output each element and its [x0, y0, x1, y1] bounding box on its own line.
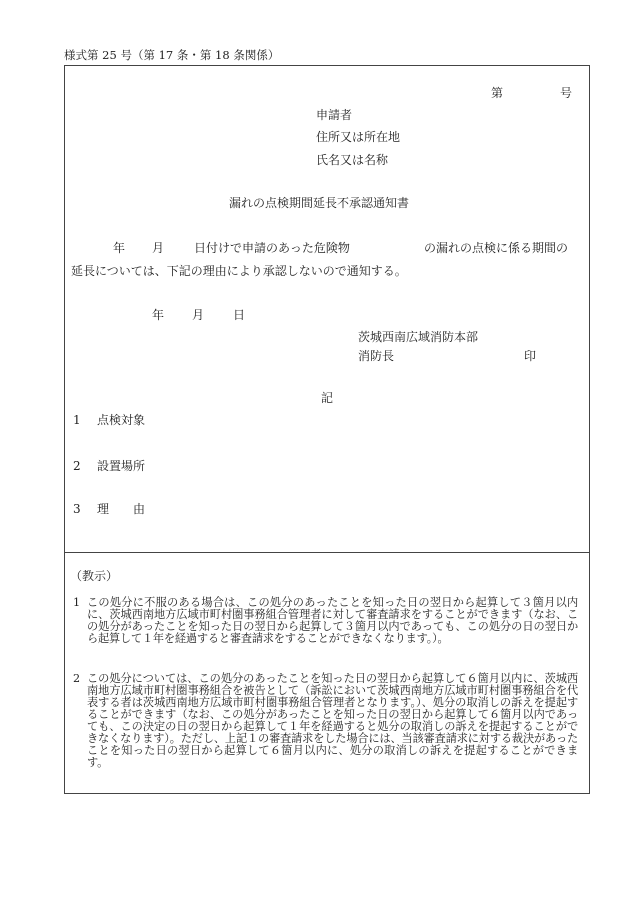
item-label: 点検対象 [97, 413, 146, 427]
ki-heading: 記 [321, 391, 334, 405]
paragraph-number: 1 [73, 596, 80, 609]
instruction-paragraph [73, 597, 578, 661]
paragraph-number: 2 [73, 672, 80, 685]
paragraph-text: この処分に不服のある場合は、この処分のあったことを知った日の翌日から起算して３箇月以内に、茨城西南地方広域市町村圏事務組合管理者に対して審査請求をすることができます（なお、この処分があったことを知った日の翌日から起算して３箇月以内であっても、この処分の日の翌日から起算して１年を経過すると審査請求をすることができなくなります。）。 [87, 596, 578, 645]
date-day: 日 [233, 308, 246, 322]
body-month: 月 [152, 241, 165, 255]
item-number: 3 [73, 502, 81, 516]
date-month: 月 [192, 308, 205, 322]
applicant-name-label: 氏名又は名称 [316, 153, 389, 167]
issuer-org: 茨城西南広域消防本部 [358, 330, 479, 344]
issuer-title: 消防長 [358, 349, 395, 363]
document-title: 漏れの点検期間延長不承認通知書 [229, 196, 410, 210]
item-number: 2 [73, 459, 81, 473]
body-year: 年 [113, 241, 126, 255]
date-year: 年 [152, 308, 165, 322]
doc-number-suffix: 号 [560, 86, 573, 100]
body-line2: 延長については、下記の理由により承認しないので通知する。 [71, 264, 407, 278]
body-line1-end: の漏れの点検に係る期間の [424, 241, 569, 255]
item-label: 理 由 [97, 502, 146, 516]
seal-mark: 印 [524, 349, 537, 363]
applicant-address-label: 住所又は所在地 [316, 130, 401, 144]
item-label: 設置場所 [97, 459, 146, 473]
body-day: 日付けで申請のあった危険物 [194, 241, 350, 255]
instruction-paragraph [73, 673, 578, 791]
item-number: 1 [73, 413, 81, 427]
paragraph-text: この処分については、この処分のあったことを知った日の翌日から起算して６箇月以内に、茨城西南地方広域市町村圏事務組合を被告として（訴訟において茨城西南地方広域市町村圏事務組合を代表する者は茨城西南地方広域市町村圏事務組合管理者となります。）、処分の取消しの訴えを提起することができます（なお、この処分があったことを知った日の翌日から起算して６箇月以内であっても、この決定の日の翌日から起算して１年を経過すると処分の取消しの訴えを提起することができなくなります）。ただし、上記１の審査請求をした場合には、当該審査請求に対する裁決があったことを知った日の翌日から起算して６箇月以内に、処分の取消しの訴えを提起することができます。 [87, 672, 578, 769]
instructions-heading: （教示） [70, 569, 119, 583]
applicant-title: 申請者 [316, 108, 353, 122]
form-label: 様式第 25 号（第 17 条・第 18 条関係） [64, 48, 280, 62]
doc-number-prefix: 第 [491, 86, 504, 100]
